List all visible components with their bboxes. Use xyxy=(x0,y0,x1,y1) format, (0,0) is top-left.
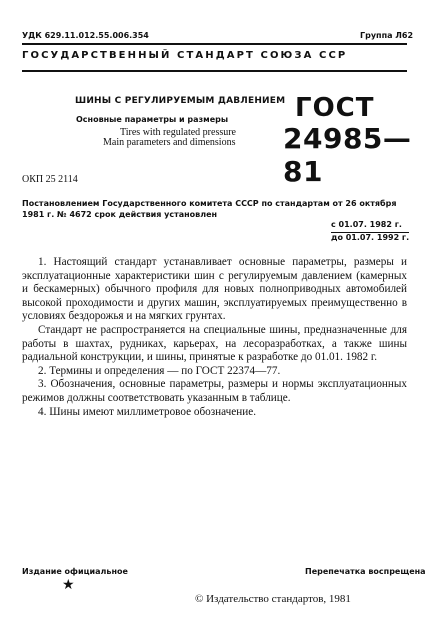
paragraph-designations: 3. Обозначения, основные параметры, размеры и нормы эксплуатационных режимов должны соответствовать указанным в таблице. xyxy=(22,378,407,404)
decree-text: Постановлением Государственного комитета СССР по стандартам от 26 октября 1981 г. № 4672 срок действия установлен xyxy=(22,199,397,219)
paragraph-marking: 4. Шины имеют миллиметровое обозначение. xyxy=(38,405,256,418)
header-rule-top xyxy=(22,43,407,45)
header-rule-bottom xyxy=(22,70,407,72)
udk-code: УДК 629.11.012.55.006.354 xyxy=(22,31,149,40)
paragraph-terms: 2. Термины и определения — по ГОСТ 22374—77. xyxy=(38,364,281,377)
validity-to: до 01.07. 1992 г. xyxy=(331,233,410,242)
official-edition-label: Издание официальное xyxy=(22,567,128,576)
star-icon: ★ xyxy=(62,578,75,593)
paragraph-exclusions: Стандарт не распространяется на специальные шины, предназначенные для работы в шахтах, рудниках, карьерах, на лесоразработках, а также шины радиальной конструкции, и шины, принятые к разработке до 01.01. 1982 г. xyxy=(22,323,407,364)
gost-label: ГОСТ xyxy=(295,93,375,123)
document-title-en: Tires with regulated pressure xyxy=(120,127,236,138)
publisher-copyright: © Издательство стандартов, 1981 xyxy=(195,593,351,605)
reprint-prohibited-label: Перепечатка воспрещена xyxy=(305,567,426,576)
okp-code: ОКП 25 2114 xyxy=(22,174,78,185)
group-code: Группа Л62 xyxy=(360,31,414,40)
standard-body xyxy=(22,256,407,419)
document-subtitle-en: Main parameters and dimensions xyxy=(103,137,236,148)
document-subtitle-ru: Основные параметры и размеры xyxy=(76,115,229,124)
state-standard-heading: ГОСУДАРСТВЕННЫЙ СТАНДАРТ СОЮЗА ССР xyxy=(22,50,348,61)
gost-number: 24985—81 xyxy=(283,122,412,188)
validity-from: с 01.07. 1982 г. xyxy=(331,220,402,229)
document-title-ru: ШИНЫ С РЕГУЛИРУЕМЫМ ДАВЛЕНИЕМ xyxy=(75,96,286,106)
paragraph-scope: 1. Настоящий стандарт устанавливает основные параметры, размеры и эксплуатационные характеристики шин с регулируемым давлением (камерных и бескамерных) обычного профиля для новых полноприводных автомобилей высокой проходимости и других машин, эксплуатируемых преимущественно в условиях бездорожья и на мягких грунтах. xyxy=(22,256,407,323)
